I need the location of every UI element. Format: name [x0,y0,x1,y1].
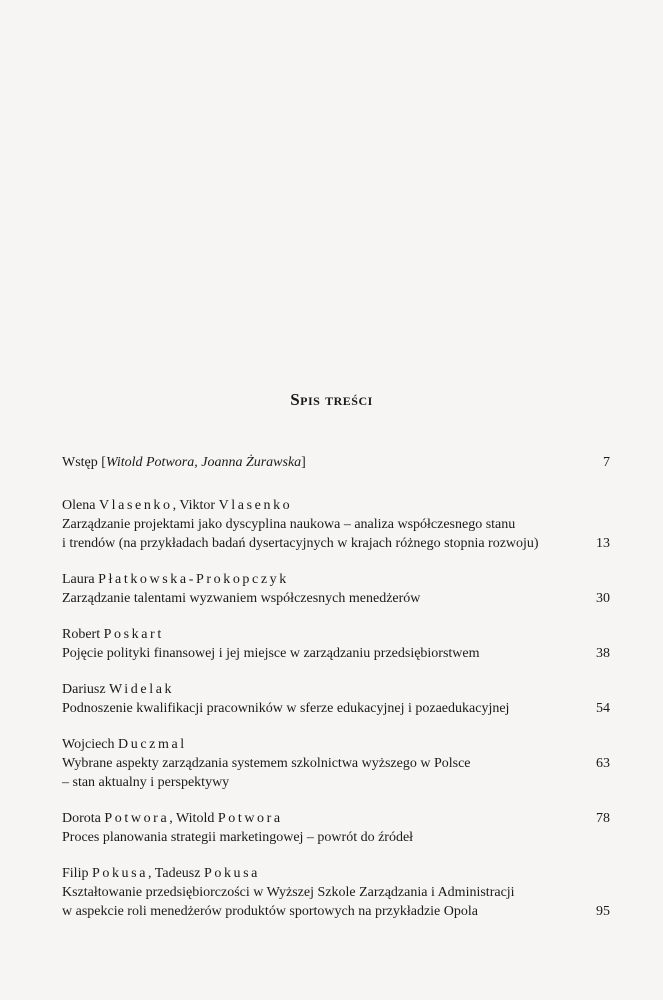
entry-title-line: Wybrane aspekty zarządzania systemem szkolnictwa wyższego w Polsce [62,756,471,771]
entry-title-line: Zarządzanie projektami jako dyscyplina naukowa – analiza współczesnego stanu [62,517,516,532]
entry-title-line: Kształtowanie przedsiębiorczości w Wyższej Szkole Zarządzania i Administracji [62,885,515,900]
entry-authors [62,680,610,699]
entry-title-line: w aspekcie roli menedżerów produktów sportowych na przykładzie Opola [62,904,478,919]
page-number: 13 [596,536,610,551]
author-first-name: Laura [62,572,95,587]
author-last-name: Pokusa [91,866,149,881]
toc-entry [62,735,610,792]
page-number: 30 [596,591,610,606]
entry-authors [62,809,610,828]
author-last-name: Poskart [103,627,164,642]
author-first-name: Dariusz [62,682,106,697]
entry-title-line: i trendów (na przykładach badań dysertacyjnych w krajach różnego stopnia rozwoju) [62,536,539,551]
author-last-name: Potwora [217,811,283,826]
page-number: 54 [596,701,610,716]
author-separator: , [148,866,155,881]
intro-line [62,453,610,472]
entry-title-line: Podnoszenie kwalifikacji pracowników w sferze edukacyjnej i pozaedukacyjnej [62,701,510,716]
toc-entry [62,680,610,718]
toc-entry [62,496,610,553]
entry-title-line: Zarządzanie talentami wyzwaniem współczesnych menedżerów [62,591,421,606]
author-first-name: Witold [176,811,215,826]
author-last-name: Vlasenko [98,498,173,513]
entry-authors [62,735,610,754]
author-last-name: Vlasenko [218,498,293,513]
page-number: 63 [596,756,610,771]
intro-editors: Witold Potwora, Joanna Żurawska [105,455,302,470]
page-number: 78 [596,811,610,826]
author-first-name: Dorota [62,811,101,826]
intro-bracket-open: [ [97,455,106,470]
entry-title-line: – stan aktualny i perspektywy [62,775,230,790]
author-last-name: Widelak [109,682,175,697]
author-separator: , [169,811,177,826]
table-of-contents [62,453,610,938]
toc-entry [62,809,610,847]
author-last-name: Potwora [104,811,170,826]
page-number: 95 [596,904,610,919]
author-first-name: Filip [62,866,89,881]
intro-bracket-close: ] [301,455,306,470]
entry-authors [62,496,610,515]
intro-label: Wstęp [62,455,98,470]
toc-entry [62,864,610,921]
page-number: 7 [603,455,610,470]
entry-authors [62,625,610,644]
toc-entry [62,570,610,608]
toc-entry [62,625,610,663]
entry-authors [62,864,610,883]
author-last-name: Pokusa [203,866,261,881]
author-first-name: Wojciech [62,737,115,752]
author-first-name: Olena [62,498,96,513]
author-separator: , [172,498,180,513]
author-first-name: Viktor [179,498,216,513]
page-title: Spis treści [290,390,373,409]
author-last-name: Płatkowska-Prokopczyk [98,572,289,587]
entry-authors [62,570,610,589]
toc-entry-intro [62,453,610,472]
entry-title-line: Pojęcie polityki finansowej i jej miejsce w zarządzaniu przedsiębiorstwem [62,646,480,661]
author-first-name: Robert [62,627,101,642]
author-first-name: Tadeusz [154,866,201,881]
entry-title-line: Proces planowania strategii marketingowej – powrót do źródeł [62,830,414,845]
author-last-name: Duczmal [118,737,187,752]
page-number: 38 [596,646,610,661]
